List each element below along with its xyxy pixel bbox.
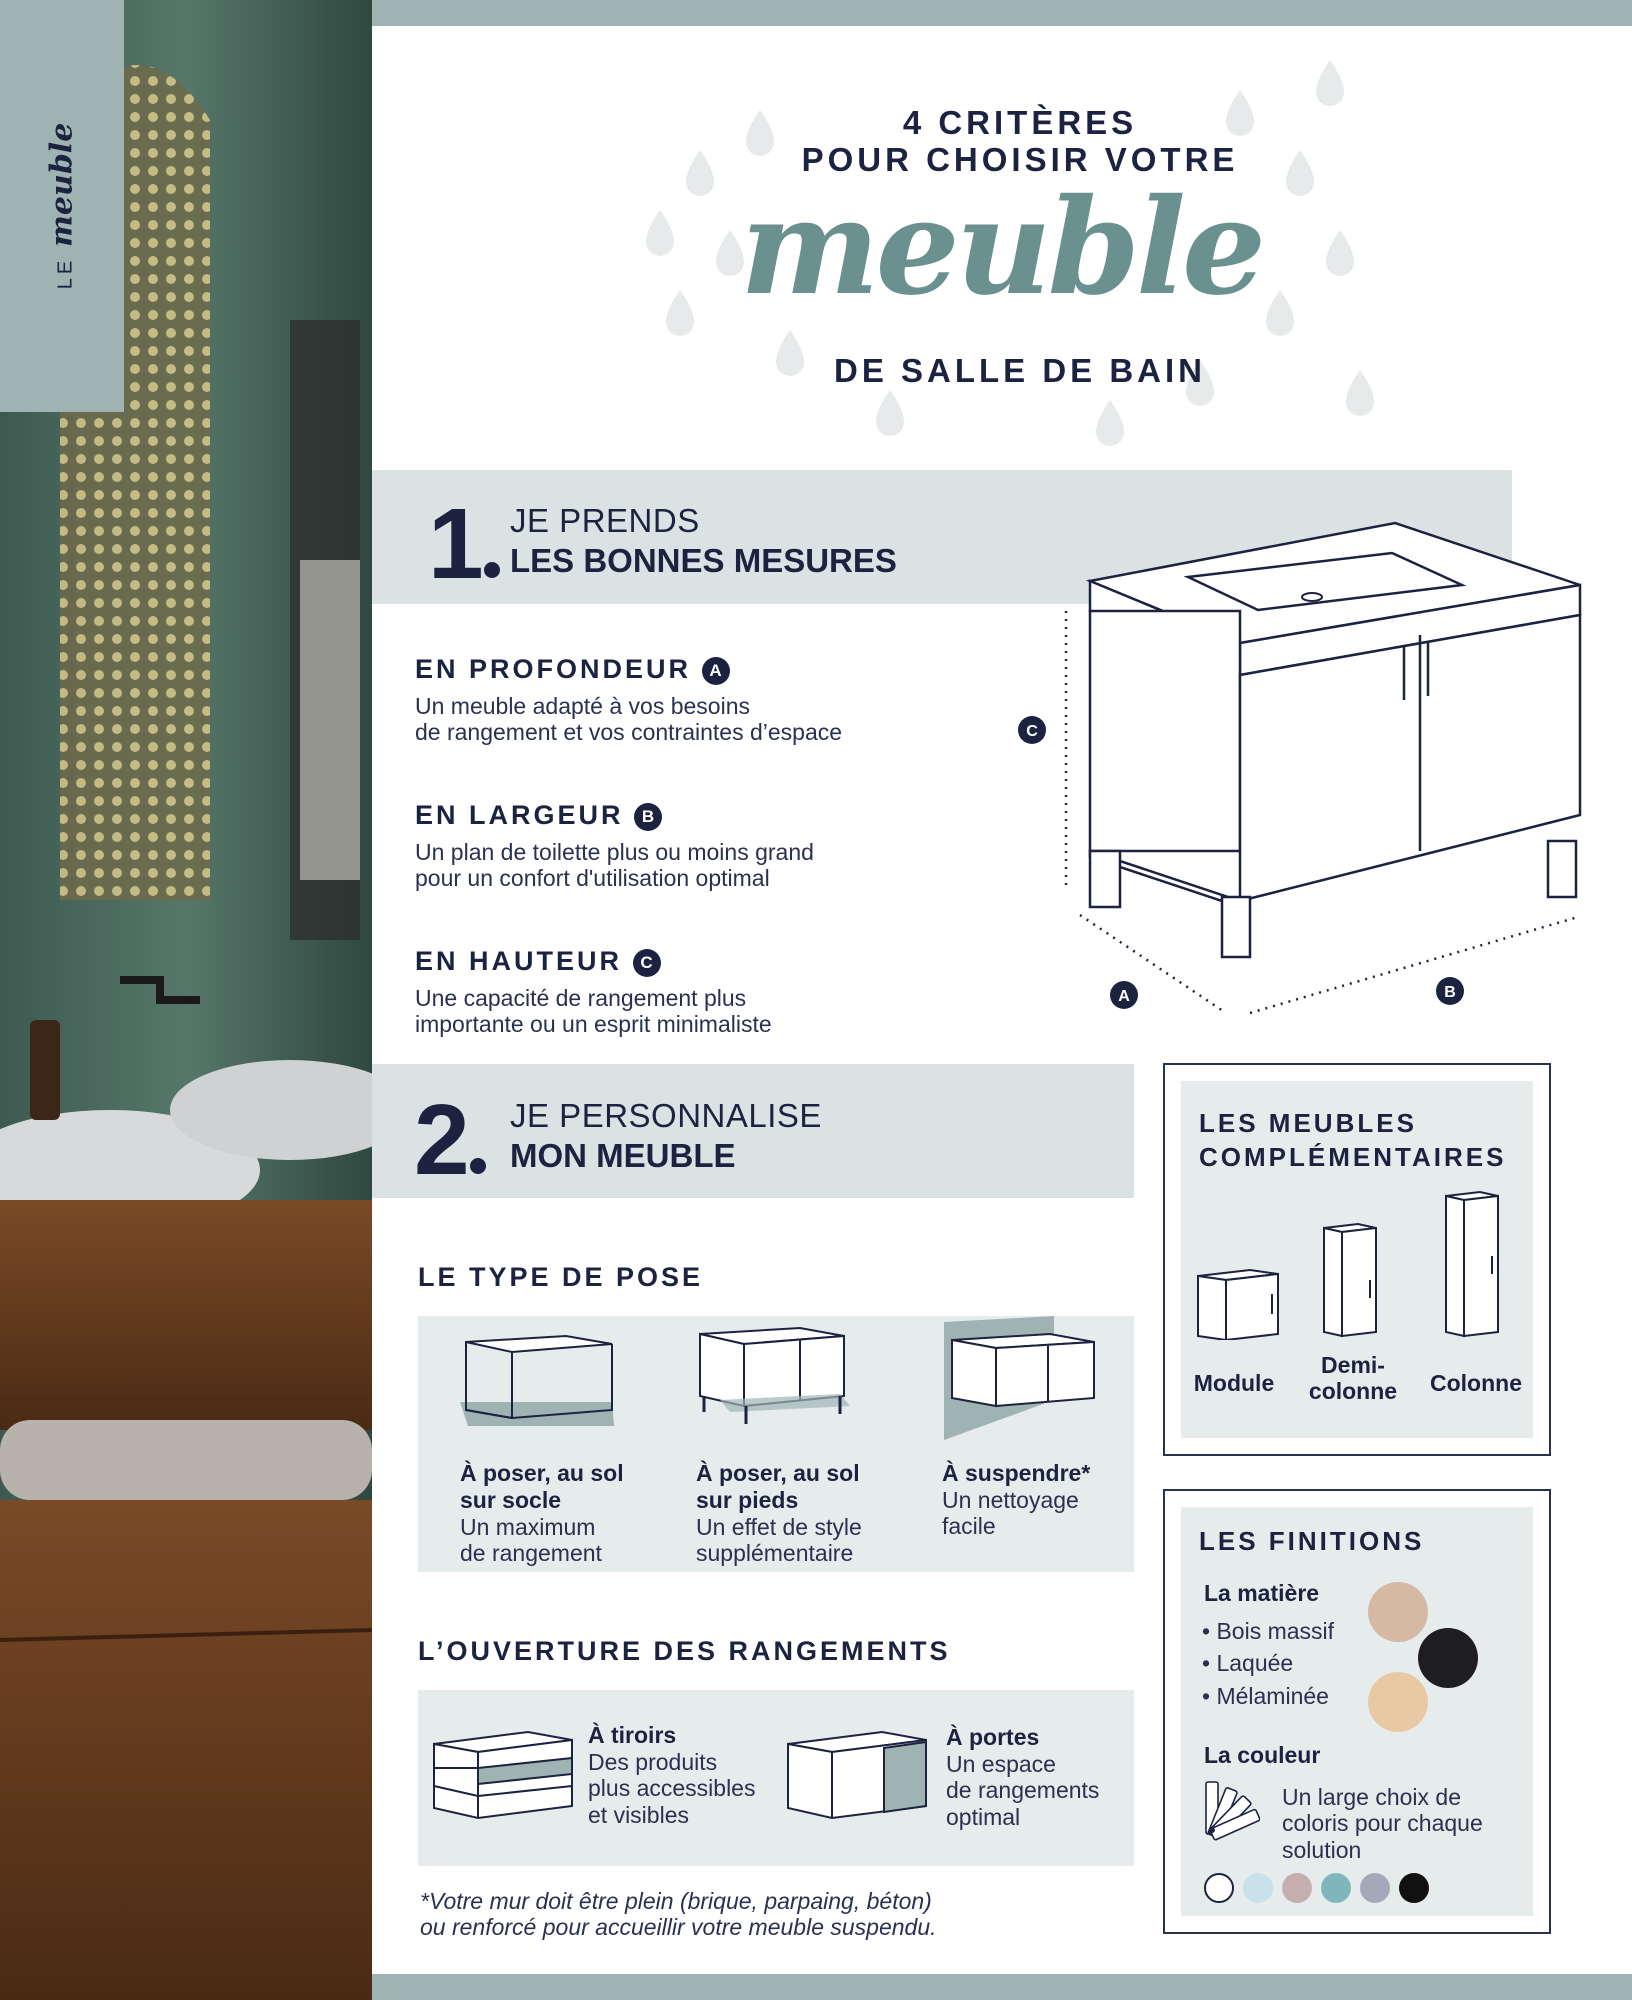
matiere-title: La matière xyxy=(1204,1580,1320,1606)
criterion-profondeur xyxy=(415,654,842,746)
section-tab-word: meuble xyxy=(44,122,80,247)
complementaires-title-2: COMPLÉMENTAIRES xyxy=(1199,1142,1507,1172)
complementaires-title-1: LES MEUBLES xyxy=(1199,1108,1417,1138)
color-swatch-black xyxy=(1399,1873,1429,1903)
matiere-item: • Mélaminée xyxy=(1202,1682,1329,1709)
color-swatch-teal xyxy=(1321,1873,1351,1903)
header-line-1: 4 CRITÈRES xyxy=(902,104,1138,141)
pose-option-title-1: À poser, au sol xyxy=(696,1460,860,1486)
tiroirs-icon xyxy=(428,1724,578,1824)
section-tab-label xyxy=(45,123,80,290)
criterion-desc-1: Un plan de toilette plus ou moins grand xyxy=(415,839,814,865)
couleur-text-3: solution xyxy=(1282,1836,1362,1863)
footnote-line-1: *Votre mur doit être plein (brique, parpaing, béton) xyxy=(420,1888,932,1914)
matiere-item-text: Bois massif xyxy=(1216,1618,1335,1644)
diagram-label-b: B xyxy=(1444,984,1456,1001)
step1-light: JE PRENDS xyxy=(510,502,700,539)
criterion-desc-1: Une capacité de rangement plus xyxy=(415,985,747,1011)
material-swatch-melaminee xyxy=(1368,1672,1428,1732)
step1-number xyxy=(428,488,500,600)
pose-pieds-icon xyxy=(690,1320,870,1430)
criterion-largeur xyxy=(415,800,814,892)
pose-option-socle xyxy=(460,1460,624,1567)
pose-option-desc-1: Un nettoyage xyxy=(942,1487,1079,1513)
step2-number-text: 2 xyxy=(414,1084,470,1196)
step1-bold: LES BONNES MESURES xyxy=(510,542,897,579)
criterion-hauteur xyxy=(415,946,772,1038)
header-line-3: DE SALLE DE BAIN xyxy=(833,352,1207,389)
pose-option-desc-1: Un maximum xyxy=(460,1514,596,1540)
couleur-text-1: Un large choix de xyxy=(1282,1784,1461,1810)
complementaire-label-2: colonne xyxy=(1308,1378,1398,1405)
complementaire-label: Module xyxy=(1193,1370,1275,1396)
matiere-item: • Laquée xyxy=(1202,1650,1294,1677)
couleur-text xyxy=(1282,1784,1483,1863)
complementaires-icons xyxy=(1190,1190,1530,1340)
diagram-label-a: A xyxy=(1118,988,1130,1005)
top-accent-bar xyxy=(372,0,1632,26)
ouverture-option-desc-2: de rangements xyxy=(946,1777,1100,1804)
criterion-desc-2: importante ou un esprit minimaliste xyxy=(415,1011,772,1038)
material-swatch-bois xyxy=(1368,1582,1428,1642)
footnote xyxy=(420,1888,937,1941)
step2-bold: MON MEUBLE xyxy=(510,1137,736,1174)
diagram-label-c: C xyxy=(1026,723,1038,740)
section-tab xyxy=(0,0,124,412)
pose-option-title-1: À suspendre* xyxy=(942,1460,1091,1486)
header-script-title: meuble xyxy=(740,170,1263,325)
pose-option-suspendre xyxy=(942,1460,1090,1540)
section-tab-prefix: LE xyxy=(54,256,77,290)
bottom-accent-bar xyxy=(372,1974,1632,2000)
color-swatches xyxy=(1204,1873,1429,1903)
header-line-2: POUR CHOISIR VOTRE xyxy=(801,141,1239,178)
color-swatch-light-blue xyxy=(1243,1873,1273,1903)
criterion-title xyxy=(415,654,842,685)
vanity-dimension-diagram xyxy=(1000,515,1600,1035)
ouverture-option-desc-1: Un espace xyxy=(946,1751,1056,1777)
step1-number-text: 1 xyxy=(428,488,484,600)
matiere-item-text: Mélaminée xyxy=(1216,1682,1329,1709)
ouverture-option-desc-3: optimal xyxy=(946,1803,1021,1830)
pose-option-title-1: À poser, au sol xyxy=(460,1460,624,1486)
ouverture-option-desc-2: plus accessibles xyxy=(588,1775,756,1802)
step2-number xyxy=(414,1084,486,1196)
couleur-title: La couleur xyxy=(1204,1742,1321,1768)
color-fan-icon xyxy=(1200,1778,1260,1842)
couleur-text-2: coloris pour chaque xyxy=(1282,1810,1483,1837)
finitions-title: LES FINITIONS xyxy=(1199,1526,1425,1556)
ouverture-option-tiroirs xyxy=(588,1722,755,1828)
pose-option-desc-2: facile xyxy=(942,1513,996,1540)
complementaire-label: Colonne xyxy=(1430,1370,1522,1396)
criterion-desc-2: de rangement et vos contraintes d’espace xyxy=(415,719,843,746)
pose-suspendre-icon xyxy=(930,1316,1110,1446)
ouverture-option-desc-3: et visibles xyxy=(588,1801,689,1828)
complementaire-module xyxy=(1188,1370,1280,1397)
complementaire-colonne xyxy=(1420,1370,1532,1397)
complementaire-demi-colonne xyxy=(1298,1352,1408,1405)
footnote-line-2: ou renforcé pour accueillir votre meuble suspendu. xyxy=(420,1914,937,1941)
matiere-item-text: Laquée xyxy=(1216,1650,1294,1677)
step2-number-dot xyxy=(470,1158,486,1174)
ouverture-option-title: À tiroirs xyxy=(588,1722,677,1748)
pose-option-desc-2: de rangement xyxy=(460,1540,602,1567)
pose-option-pieds xyxy=(696,1460,862,1567)
pose-option-desc-1: Un effet de style xyxy=(696,1514,862,1540)
pose-option-desc-2: supplémentaire xyxy=(696,1540,854,1567)
matiere-item: • Bois massif xyxy=(1202,1618,1335,1644)
criterion-title-text: EN LARGEUR xyxy=(415,800,624,830)
pose-option-title-2: sur socle xyxy=(460,1487,561,1513)
color-swatch-grey xyxy=(1360,1873,1390,1903)
color-swatch-white xyxy=(1204,1873,1234,1903)
criterion-title-text: EN PROFONDEUR xyxy=(415,654,692,684)
criterion-title xyxy=(415,946,772,977)
material-swatch-laquee xyxy=(1418,1628,1478,1688)
color-swatch-rose xyxy=(1282,1873,1312,1903)
ouverture-option-portes xyxy=(946,1724,1099,1830)
criterion-title-text: EN HAUTEUR xyxy=(415,946,623,976)
criterion-title xyxy=(415,800,814,831)
complementaire-label-1: Demi- xyxy=(1321,1352,1385,1378)
ouverture-option-title: À portes xyxy=(946,1724,1040,1750)
step1-number-dot xyxy=(484,562,500,578)
matiere-list xyxy=(1202,1618,1334,1709)
ouverture-option-desc-1: Des produits xyxy=(588,1749,718,1775)
badge-a: A xyxy=(702,657,730,685)
pose-socle-icon xyxy=(450,1326,630,1436)
step2-light: JE PERSONNALISE xyxy=(510,1097,822,1134)
badge-c: C xyxy=(633,949,661,977)
ouverture-title: L’OUVERTURE DES RANGEMENTS xyxy=(418,1636,951,1666)
pose-option-title-2: sur pieds xyxy=(696,1487,799,1513)
criterion-desc-2: pour un confort d'utilisation optimal xyxy=(415,865,770,892)
pose-title: LE TYPE DE POSE xyxy=(418,1262,704,1292)
portes-icon xyxy=(784,1726,934,1826)
badge-b: B xyxy=(634,803,662,831)
criterion-desc-1: Un meuble adapté à vos besoins xyxy=(415,693,750,719)
